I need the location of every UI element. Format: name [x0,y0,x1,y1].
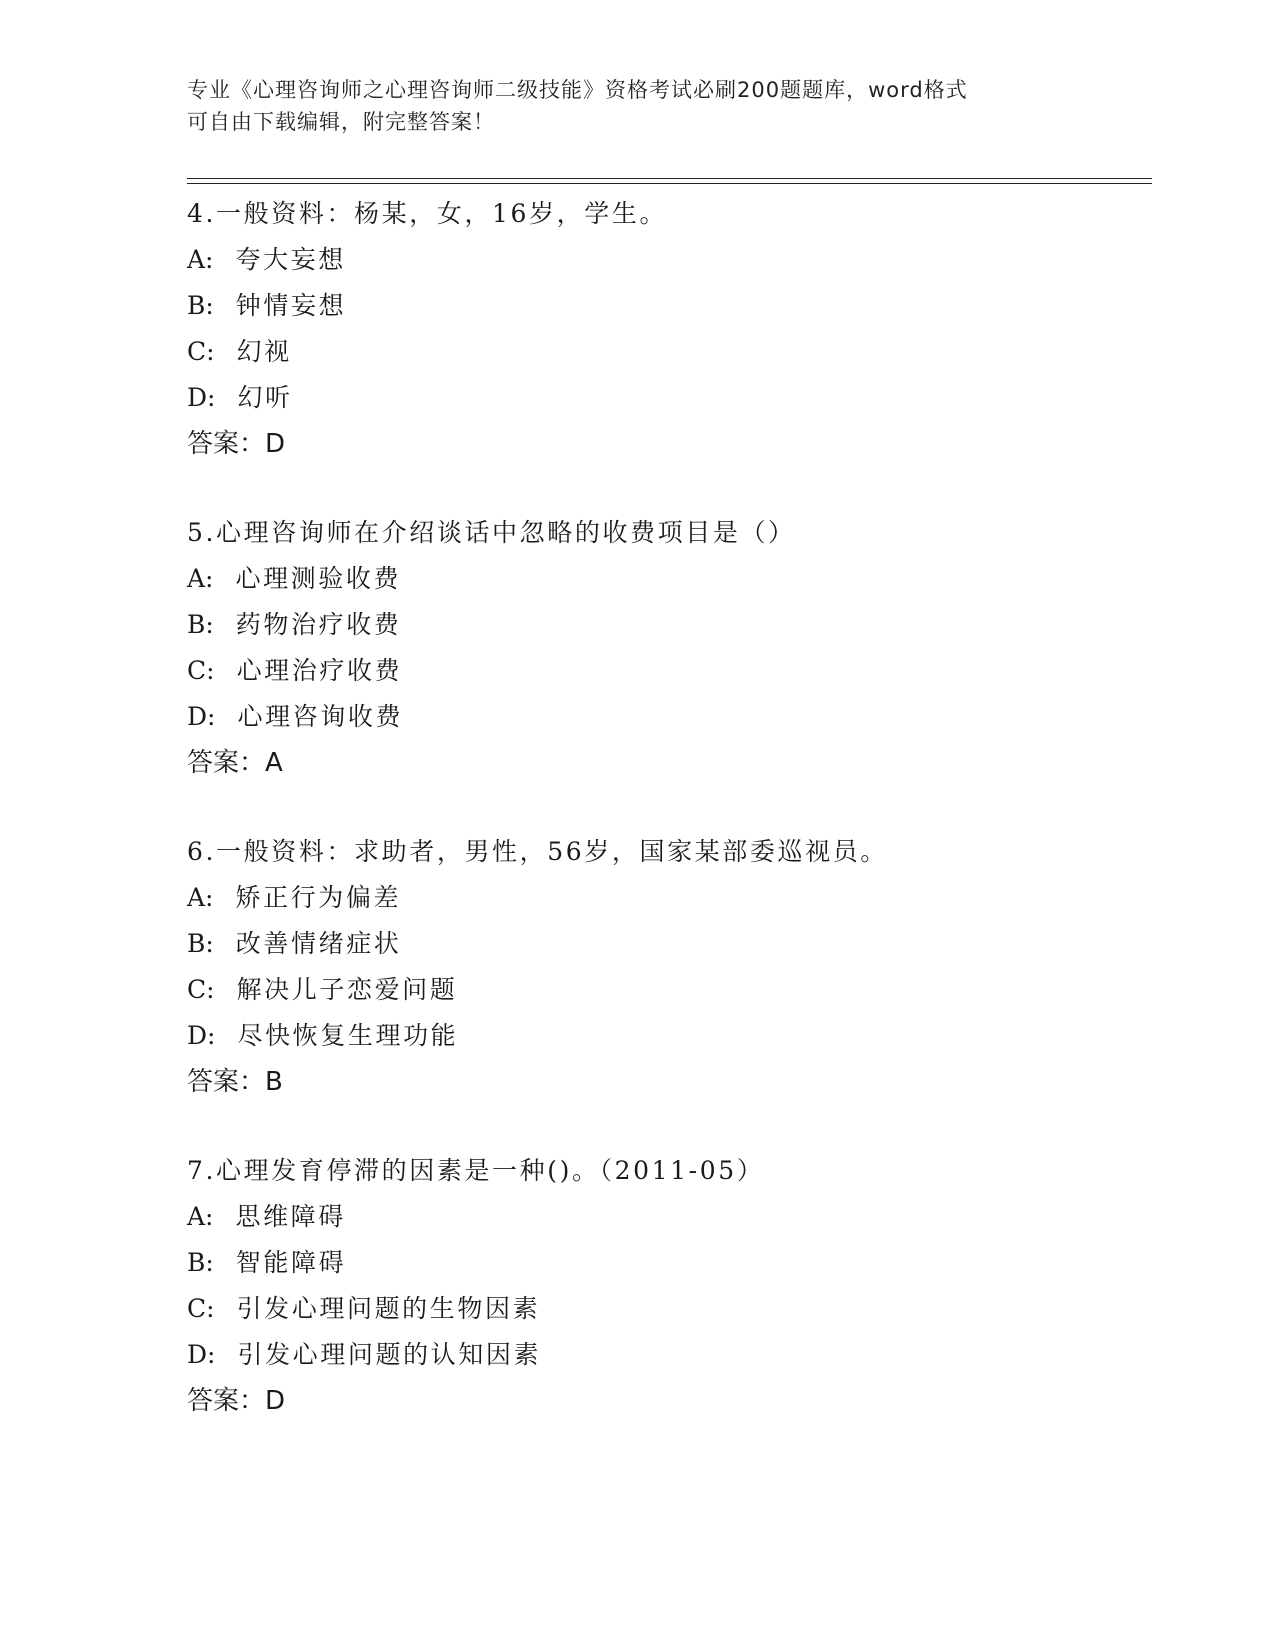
option-d [187,694,1147,740]
option-d [187,375,1147,421]
answer-line: 答案：D [187,429,286,459]
option-text: 引发心理问题的生物因素 [236,1294,541,1323]
option-letter: C: [187,975,215,1004]
question-list [187,191,1147,1467]
option-d [187,1332,1147,1378]
option-text: 心理治疗收费 [236,656,403,685]
option-letter: B: [187,929,214,958]
option-d [187,1013,1147,1059]
option-letter: A: [187,564,214,593]
option-text: 钟情妄想 [235,291,347,320]
option-b [187,602,1147,648]
question-5 [187,510,1147,786]
option-text: 解决儿子恋爱问题 [236,975,458,1004]
option-text: 引发心理问题的认知因素 [237,1340,542,1369]
option-c [187,648,1147,694]
answer-line: 答案：A [187,748,283,778]
question-6 [187,829,1147,1105]
option-text: 心理测验收费 [235,564,402,593]
option-letter: C: [187,337,215,366]
header-line-2: 可自由下载编辑，附完整答案！ [187,110,495,134]
document-header [187,74,1087,138]
option-text: 尽快恢复生理功能 [237,1021,459,1050]
option-text: 幻听 [237,383,293,412]
option-text: 幻视 [236,337,292,366]
option-letter: D: [187,1340,216,1369]
option-b [187,921,1147,967]
answer-line: 答案：B [187,1067,283,1097]
option-letter: C: [187,656,215,685]
option-c [187,967,1147,1013]
option-letter: C: [187,1294,215,1323]
question-4 [187,191,1147,467]
option-a [187,237,1147,283]
header-divider-top [187,178,1152,179]
option-text: 药物治疗收费 [235,610,402,639]
option-letter: A: [187,1202,214,1231]
option-text: 矫正行为偏差 [235,883,402,912]
option-letter: A: [187,245,214,274]
option-c [187,1286,1147,1332]
option-letter: D: [187,702,216,731]
header-line-1: 专业《心理咨询师之心理咨询师二级技能》资格考试必刷200题题库，word格式 [187,78,968,102]
option-a [187,1194,1147,1240]
option-c [187,329,1147,375]
question-stem: 6.一般资料：求助者，男性，56岁，国家某部委巡视员。 [187,837,888,866]
option-letter: B: [187,291,214,320]
option-letter: A: [187,883,214,912]
answer-line: 答案：D [187,1386,286,1416]
option-letter: B: [187,610,214,639]
question-7 [187,1148,1147,1424]
option-a [187,556,1147,602]
option-b [187,283,1147,329]
option-letter: B: [187,1248,214,1277]
question-stem: 5.心理咨询师在介绍谈话中忽略的收费项目是（） [187,518,796,547]
option-text: 改善情绪症状 [235,929,402,958]
option-text: 心理咨询收费 [237,702,404,731]
option-text: 夸大妄想 [235,245,346,274]
question-stem: 7.心理发育停滞的因素是一种()。（2011-05） [187,1156,765,1185]
option-b [187,1240,1147,1286]
option-text: 思维障碍 [235,1202,346,1231]
header-divider-bottom [187,183,1152,184]
option-text: 智能障碍 [235,1248,347,1277]
option-letter: D: [187,383,216,412]
question-stem: 4.一般资料：杨某，女，16岁，学生。 [187,199,668,228]
option-letter: D: [187,1021,216,1050]
option-a [187,875,1147,921]
